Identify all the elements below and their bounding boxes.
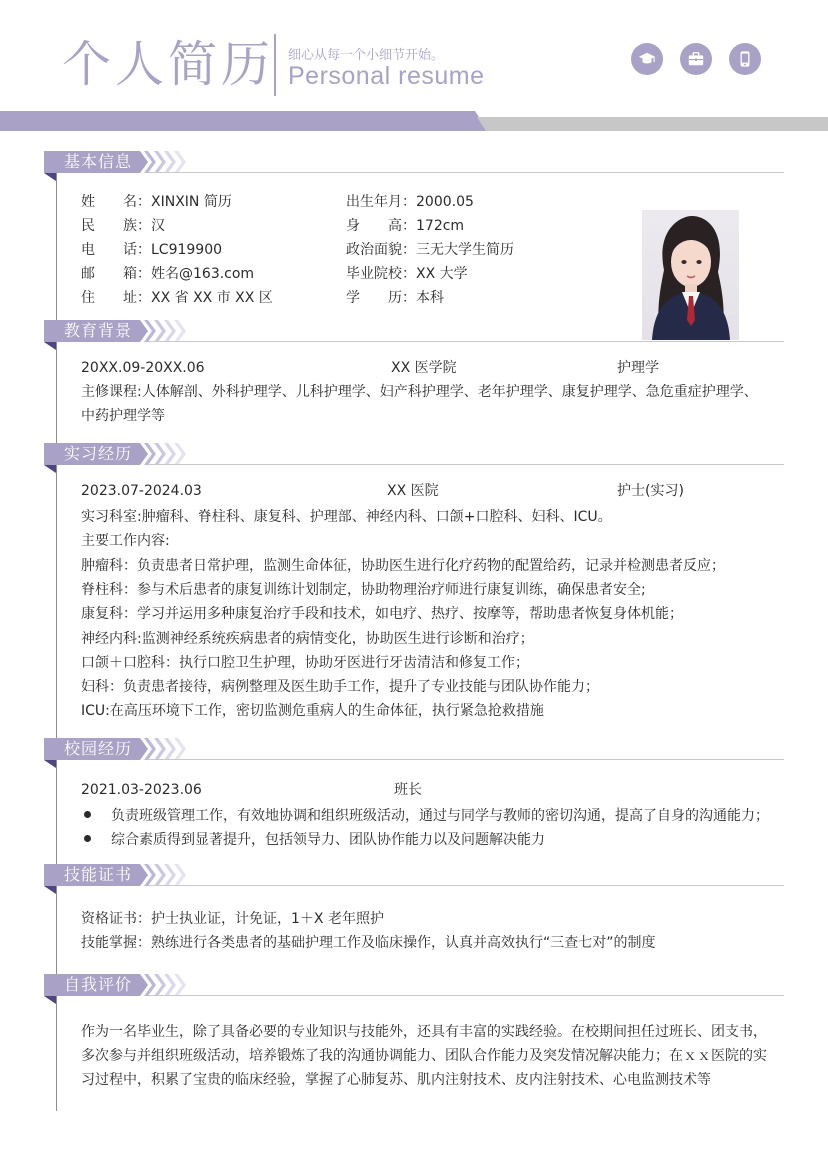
internship-item: 口颌＋口腔科：执行口腔卫生护理，协助牙医进行牙齿清洁和修复工作； [81, 655, 529, 671]
english-subtitle: Personal resume [288, 62, 485, 90]
degree-row [346, 289, 444, 307]
education-period: 20XX.09-20XX.06 [81, 360, 205, 376]
title-divider [274, 34, 276, 96]
politics-label: 政治面貌： [346, 242, 416, 258]
email-label: 邮 箱： [81, 266, 151, 282]
address-value: XX 省 XX 市 XX 区 [151, 290, 273, 306]
bullet-dot [84, 811, 91, 818]
birth-label: 出生年月： [346, 194, 416, 210]
height-row [346, 217, 464, 235]
email-value: 姓名@163.com [151, 266, 255, 282]
section-title: 技能证书 [64, 865, 133, 884]
ethnic-row [81, 217, 165, 235]
campus-item: 负责班级管理工作，有效地协调和组织班级活动，通过与同学与教师的密切沟通，提高了自身的沟通能力； [111, 808, 769, 824]
school-value: XX 大学 [416, 266, 468, 282]
education-courses: 主修课程:人体解剖、外科护理学、儿科护理学、妇产科护理学、老年护理学、康复护理学、急危重症护理学、中药护理学等 [81, 384, 758, 424]
internship-item: 康复科：学习并运用多种康复治疗手段和技术，如电疗、热疗、按摩等，帮助患者恢复身体机能； [81, 606, 683, 622]
section-internship [44, 443, 784, 465]
phone-row [81, 241, 222, 259]
timeline-line [56, 155, 57, 1111]
name-row [81, 193, 232, 211]
degree-value: 本科 [416, 290, 444, 306]
skills-certs: 资格证书：护士执业证，计免证，1＋X 老年照护 [81, 911, 384, 927]
header-band-gray [477, 117, 828, 131]
education-major: 护理学 [617, 360, 659, 376]
campus-item: 综合素质得到显著提升，包括领导力、团队协作能力以及问题解决能力 [111, 832, 545, 848]
section-self-evaluation [44, 974, 784, 996]
internship-work-title: 主要工作内容: [81, 533, 170, 549]
section-education [44, 320, 784, 342]
internship-item: 妇科：负责患者接待，病例整理及医生助手工作，提升了专业技能与团队协作能力； [81, 679, 599, 695]
name-label: 姓 名： [81, 194, 151, 210]
internship-item: 神经内科:监测神经系统疾病患者的病情变化，协助医生进行诊断和治疗； [81, 631, 534, 647]
degree-label: 学 历： [346, 290, 416, 306]
section-title: 教育背景 [64, 321, 133, 340]
section-title: 基本信息 [64, 152, 133, 171]
politics-row [346, 241, 514, 259]
self-evaluation-text: 作为一名毕业生，除了具备必要的专业知识与技能外，还具有丰富的实践经验。在校期间担任过班长、团支书，多次参与并组织班级活动，培养锻炼了我的沟通协调能力、团队合作能力及突发情况解决能力；在ｘｘ医院的实习过程中，积累了宝贵的临床经验，掌握了心肺复苏、肌内注射技术、皮内注射技术、心电监测技术等 [81, 1024, 767, 1088]
campus-period: 2021.03-2023.06 [81, 782, 202, 798]
height-value: 172cm [416, 218, 465, 234]
section-title: 自我评价 [64, 975, 133, 994]
phone-value: LC919900 [151, 242, 223, 258]
height-label: 身 高： [346, 218, 416, 234]
internship-item: 脊柱科：参与术后患者的康复训练计划制定，协助物理治疗师进行康复训练，确保患者安全; [81, 582, 646, 598]
resume-title: 个人简历 [62, 36, 275, 93]
skills-mastery: 技能掌握：熟练进行各类患者的基础护理工作及临床操作，认真并高效执行“三查七对”的制度 [81, 935, 656, 951]
name-value: XINXIN 简历 [151, 194, 232, 210]
internship-hospital: XX 医院 [387, 483, 439, 499]
internship-departments: 实习科室:肿瘤科、脊柱科、康复科、护理部、神经内科、口颌+口腔科、妇科、ICU。 [81, 509, 612, 525]
email-row [81, 265, 254, 283]
ethnic-label: 民 族： [81, 218, 151, 234]
campus-role: 班长 [394, 782, 422, 798]
birth-row [346, 193, 474, 211]
section-basic-info [44, 151, 784, 173]
address-row [81, 289, 273, 307]
internship-item: ICU:在高压环境下工作，密切监测危重病人的生命体征，执行紧急抢救措施 [81, 703, 544, 719]
politics-value: 三无大学生简历 [416, 242, 514, 258]
internship-role: 护士(实习) [617, 483, 684, 499]
section-title: 校园经历 [64, 739, 133, 758]
birth-value: 2000.05 [416, 194, 474, 210]
section-campus [44, 738, 784, 760]
address-label: 住 址： [81, 290, 151, 306]
internship-item: 肿瘤科：负责患者日常护理，监测生命体征，协助医生进行化疗药物的配置给药，记录并检测患者反应； [81, 558, 725, 574]
slogan: 细心从每一个小细节开始。 [288, 48, 445, 63]
bullet-dot [84, 835, 91, 842]
school-row [346, 265, 468, 283]
internship-period: 2023.07-2024.03 [81, 483, 202, 499]
school-label: 毕业院校： [346, 266, 416, 282]
header-band [0, 111, 488, 131]
briefcase-icon [680, 43, 712, 75]
section-skills [44, 864, 784, 886]
section-title: 实习经历 [64, 444, 133, 463]
ethnic-value: 汉 [151, 218, 165, 234]
graduation-cap-icon [631, 43, 663, 75]
phone-icon [729, 43, 761, 75]
phone-label: 电 话： [81, 242, 151, 258]
education-school: XX 医学院 [391, 360, 457, 376]
